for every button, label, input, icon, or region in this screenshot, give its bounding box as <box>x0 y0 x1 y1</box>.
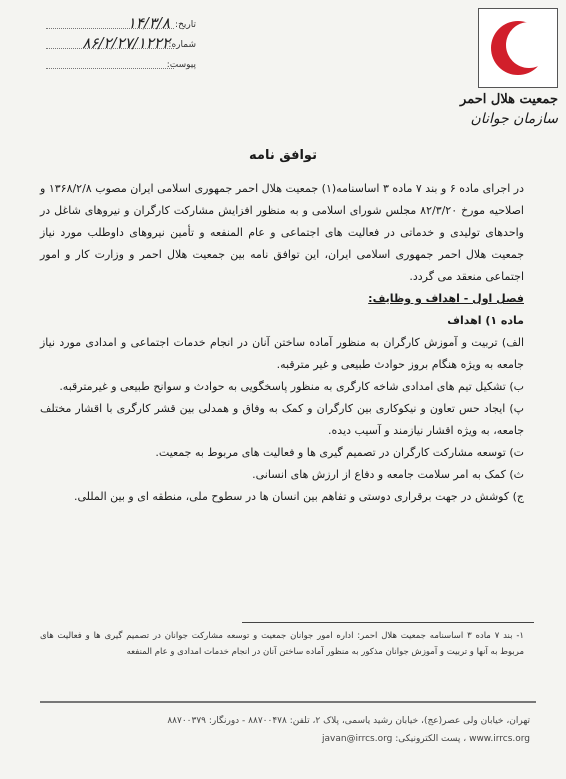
footnote-divider <box>242 622 534 623</box>
org-name-line2: سازمان جوانان <box>470 111 558 127</box>
chapter-heading: فصل اول - اهداف و وظایف: <box>368 292 524 305</box>
goal-item: ت) توسعه مشارکت کارگران در تصمیم گیری ها و فعالیت های مربوط به جمعیت. <box>155 446 524 459</box>
goal-item: پ) ایجاد حس تعاون و نیکوکاری بین کارگران و کمک به وفاق و همدلی بین قشر کارگری با اقشار مختلف جامعه، به ویژه اقشار نیازمند و آسیب دیده. <box>40 402 524 437</box>
org-name <box>448 92 558 127</box>
number-label: شماره: <box>168 40 196 50</box>
footer-contact: www.irrcs.org ، پست الکترونیکی: javan@irrcs.org <box>321 734 530 744</box>
attachment-label: پیوست: <box>166 60 196 70</box>
number-row <box>46 34 196 54</box>
date-label: تاریخ: <box>175 20 196 30</box>
footer-divider <box>40 701 536 703</box>
attachment-row <box>46 54 196 74</box>
number-value: ۸۶/۲/۲۷/۱۲۲۲ <box>82 34 170 52</box>
org-name-line1: جمعیت هلال احمر <box>460 92 558 107</box>
footer-email[interactable]: javan@irrcs.org <box>321 734 393 744</box>
letter-meta <box>46 14 196 74</box>
number-dots <box>46 48 174 49</box>
attachment-dots <box>46 68 174 69</box>
footer <box>40 712 530 748</box>
footnote: ۱- بند ۷ ماده ۳ اساسنامه جمعیت هلال احمر: اداره امور جوانان جمعیت و توسعه مشارکت جوانان در تصمیم گیری ها و فعالیت های مربوط به آنها و تربیت و آموزش جوانان مذکور به منظور آماده ساختن آنان در انجام خدمات امدادی و عام المنفعه <box>40 631 524 657</box>
footer-website[interactable]: www.irrcs.org <box>469 734 530 744</box>
crescent-icon <box>479 9 557 87</box>
goal-item: ب) تشکیل تیم های امدادی شاخه کارگری به منظور پاسخگویی به حوادث و سوانح طبیعی و غیرمترقبه. <box>59 380 524 393</box>
date-value: ۱۴/۳/۸ <box>127 14 170 32</box>
footer-address: تهران، خیابان ولی عصر(عج)، خیابان رشید یاسمی، پلاک ۲، تلفن: ۸۸۷۰۰۴۷۸ - دورنگار: ۸۸۷۰۰۳۷۹ <box>167 716 530 726</box>
document-title: توافق نامه <box>249 148 317 163</box>
footer-email-label: پست الکترونیکی: <box>395 734 461 744</box>
goal-item: الف) تربیت و آموزش کارگران به منظور آماده ساختن آنان در انجام خدمات اجتماعی و امدادی مورد نیاز جامعه به ویژه هنگام بروز حوادث طبیعی و غیر مترقبه. <box>40 336 524 371</box>
goal-item: ج) کوشش در جهت برقراری دوستی و تفاهم بین انسان ها در سطوح ملی، منطقه ای و بین المللی. <box>73 490 524 503</box>
article-heading: ماده ۱) اهداف <box>447 314 524 327</box>
document-body <box>40 178 524 508</box>
date-row <box>46 14 196 34</box>
date-dots <box>46 28 174 29</box>
goal-item: ث) کمک به امر سلامت جامعه و دفاع از ارزش های انسانی. <box>252 468 524 481</box>
intro-paragraph: در اجرای ماده ۶ و بند ۷ ماده ۳ اساسنامه(۱) جمعیت هلال احمر جمهوری اسلامی ایران مصوب ۱۳۶۸/۲/۸ و اصلاحیه مورخ ۸۲/۳/۲۰ مجلس شورای اسلامی و به منظور افزایش مشارکت کارگران و نیروهای شاغل در واحدهای تولیدی و خدماتی در فعالیت های اجتماعی و عام المنفعه و تأمین نیروهای داوطلب مورد نیاز جمعیت هلال احمر جمهوری اسلامی ایران، این توافق نامه بین جمعیت هلال احمر و وزارت کار و امور اجتماعی منعقد می گردد. <box>40 182 525 283</box>
red-crescent-logo <box>478 8 558 88</box>
